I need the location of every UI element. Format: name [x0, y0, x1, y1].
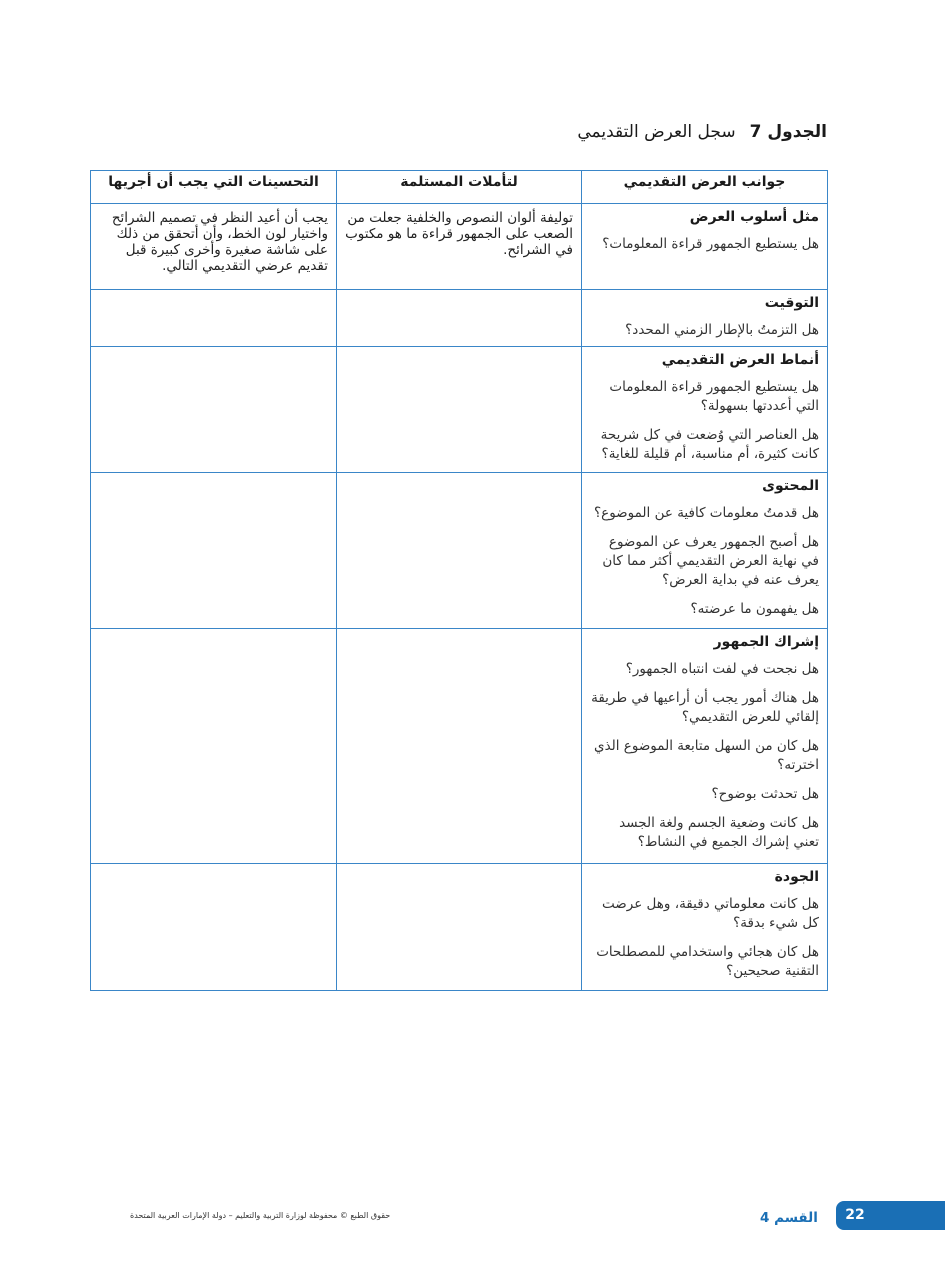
row-title: إشراك الجمهور — [713, 634, 819, 650]
aspect-cell — [582, 864, 828, 991]
reflection-cell[interactable] — [337, 290, 582, 347]
row-title: الجودة — [774, 869, 819, 885]
table-row — [91, 204, 828, 290]
reflection-cell[interactable] — [337, 629, 582, 864]
reflection-cell[interactable] — [337, 347, 582, 473]
row-question: هل يستطيع الجمهور قراءة المعلومات؟ — [602, 236, 819, 252]
aspect-cell — [582, 347, 828, 473]
row-question: هل قدمتُ معلومات كافية عن الموضوع؟ — [593, 505, 819, 521]
improvement-text: يجب أن أعيد النظر في تصميم الشرائح واختيار لون الخط، وأن أتحقق من ذلك على شاشة صغيرة وأخرى كبيرة قبل تقديم عرضي التقديمي التالي. — [111, 210, 328, 274]
improvement-cell[interactable] — [91, 204, 337, 290]
header-reflections: لتأملات المستلمة — [337, 171, 582, 204]
table-row — [91, 290, 828, 347]
table-caption: سجل العرض التقديمي — [577, 122, 736, 142]
table-row — [91, 347, 828, 473]
table-title — [577, 122, 827, 142]
improvement-cell[interactable] — [91, 864, 337, 991]
aspect-cell — [582, 204, 828, 290]
row-title: المحتوى — [762, 478, 819, 494]
table-row — [91, 473, 828, 629]
aspect-cell — [582, 629, 828, 864]
row-question: هل يفهمون ما عرضته؟ — [690, 601, 819, 617]
row-question: هل التزمتُ بالإطار الزمني المحدد؟ — [625, 322, 819, 338]
row-question: هل هناك أمور يجب أن أراعيها في طريقة إلقائي للعرض التقديمي؟ — [591, 690, 819, 725]
reflection-cell[interactable] — [337, 204, 582, 290]
improvement-cell[interactable] — [91, 473, 337, 629]
row-question: هل كانت وضعية الجسم ولغة الجسد تعني إشراك الجميع في النشاط؟ — [619, 815, 819, 850]
aspect-cell — [582, 473, 828, 629]
aspect-cell — [582, 290, 828, 347]
reflection-text: توليفة ألوان النصوص والخلفية جعلت من الصعب على الجمهور قراءة ما هو مكتوب في الشرائح. — [345, 210, 573, 258]
reflection-cell[interactable] — [337, 473, 582, 629]
table-header-row — [91, 171, 828, 204]
header-aspects: جوانب العرض التقديمي — [582, 171, 828, 204]
row-title: التوقيت — [764, 295, 819, 311]
improvement-cell[interactable] — [91, 347, 337, 473]
reflection-cell[interactable] — [337, 864, 582, 991]
row-question: هل كان هجائي واستخدامي للمصطلحات التقنية صحيحين؟ — [596, 944, 819, 979]
page-number: 22 — [845, 1207, 865, 1223]
row-question: هل العناصر التي وُضعت في كل شريحة كانت كثيرة، أم مناسبة، أم قليلة للغاية؟ — [600, 427, 819, 462]
row-title: مثل أسلوب العرض — [689, 209, 819, 225]
row-question: هل نجحت في لفت انتباه الجمهور؟ — [625, 661, 819, 677]
row-question: هل أصبح الجمهور يعرف عن الموضوع في نهاية العرض التقديمي أكثر مما كان يعرف عنه في بداية العرض؟ — [602, 534, 819, 588]
section-label: القسم 4 — [760, 1210, 818, 1226]
table-label: الجدول 7 — [749, 122, 827, 142]
row-question: هل كانت معلوماتي دقيقة، وهل عرضت كل شيء بدقة؟ — [602, 896, 819, 931]
row-question: هل كان من السهل متابعة الموضوع الذي اخترته؟ — [594, 738, 819, 773]
row-title: أنماط العرض التقديمي — [661, 352, 819, 368]
copyright-notice: حقوق الطبع © محفوظة لوزارة التربية والتعليم – دولة الإمارات العربية المتحدة — [130, 1211, 391, 1220]
improvement-cell[interactable] — [91, 290, 337, 347]
row-question: هل تحدثت بوضوح؟ — [711, 786, 819, 802]
header-improvements: التحسينات التي يجب أن أجريها — [91, 171, 337, 204]
improvement-cell[interactable] — [91, 629, 337, 864]
table-row — [91, 629, 828, 864]
row-question: هل يستطيع الجمهور قراءة المعلومات التي أعددتها بسهولة؟ — [609, 379, 819, 414]
presentation-log-table — [90, 170, 828, 991]
table-row — [91, 864, 828, 991]
